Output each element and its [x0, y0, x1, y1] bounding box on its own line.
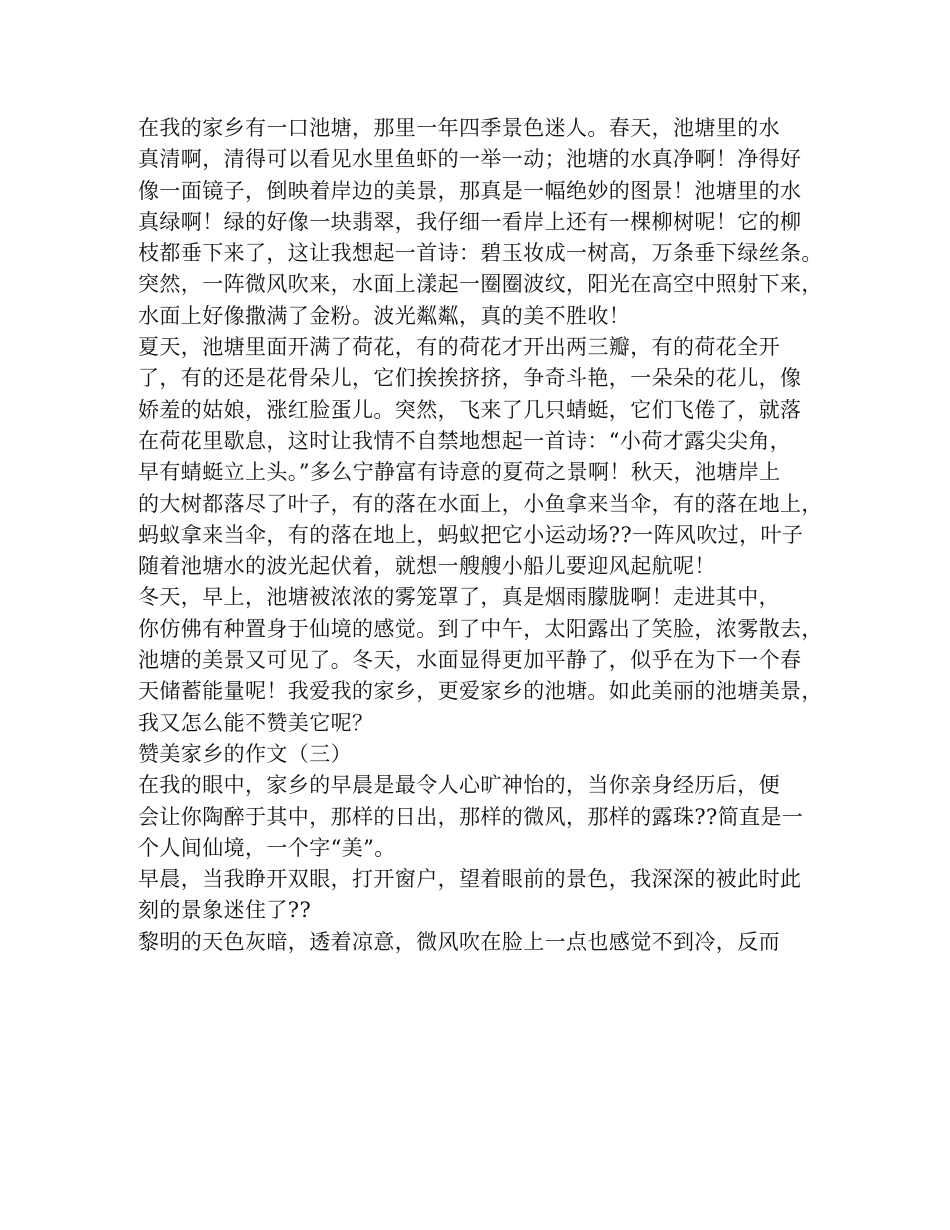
text-line: 刻的景象迷住了?? [138, 898, 312, 923]
text-line: 的大树都落尽了叶子，有的落在水面上，小鱼拿来当伞，有的落在地上， [138, 491, 823, 516]
text-line: 个人间仙境，一个字“美”。 [138, 835, 396, 860]
text-line: 了，有的还是花骨朵儿，它们挨挨挤挤，争奇斗艳，一朵朵的花儿，像 [138, 366, 802, 391]
text-line: 像一面镜子，倒映着岸边的美景，那真是一幅绝妙的图景！池塘里的水 [138, 178, 802, 203]
text-line: 蚂蚁拿来当伞，有的落在地上，蚂蚁把它小运动场??一阵风吹过，叶子 [138, 522, 804, 547]
text-line: 真清啊，清得可以看见水里鱼虾的一举一动；池塘的水真净啊！净得好 [138, 147, 802, 172]
text-line: 早有蜻蜓立上头。”多么宁静富有诗意的夏荷之景啊！秋天，池塘岸上 [138, 460, 781, 485]
text-line: 夏天，池塘里面开满了荷花，有的荷花才开出两三瓣，有的荷花全开 [138, 335, 780, 360]
text-line: 你仿佛有种置身于仙境的感觉。到了中午，太阳露出了笑脸，浓雾散去， [138, 616, 823, 641]
essay-text [138, 113, 838, 958]
text-line: 会让你陶醉于其中，那样的日出，那样的微风，那样的露珠??简直是一 [138, 804, 804, 829]
text-line: 黎明的天色灰暗，透着凉意，微风吹在脸上一点也感觉不到冷，反而 [138, 929, 780, 954]
text-line: 冬天，早上，池塘被浓浓的雾笼罩了，真是烟雨朦胧啊！走进其中， [138, 585, 780, 610]
text-line: 在我的眼中，家乡的早晨是最令人心旷神怡的，当你亲身经历后，便 [138, 773, 780, 798]
text-line: 娇羞的姑娘，涨红脸蛋儿。突然，飞来了几只蜻蜓，它们飞倦了，就落 [138, 397, 802, 422]
text-line: 早晨，当我睁开双眼，打开窗户，望着眼前的景色，我深深的被此时此 [138, 867, 802, 892]
text-line: 天储蓄能量呢！我爱我的家乡，更爱家乡的池塘。如此美丽的池塘美景， [138, 679, 823, 704]
text-line: 池塘的美景又可见了。冬天，水面显得更加平静了，似乎在为下一个春 [138, 648, 802, 673]
text-line: 在我的家乡有一口池塘，那里一年四季景色迷人。春天，池塘里的水 [138, 116, 780, 140]
text-line: 随着池塘水的波光起伏着，就想一艘艘小船儿要迎风起航呢！ [138, 554, 716, 579]
section-heading: 赞美家乡的作文（三） [138, 741, 352, 766]
text-line: 突然，一阵微风吹来，水面上漾起一圈圈波纹，阳光在高空中照射下来， [138, 272, 823, 297]
text-line: 在荷花里歇息，这时让我情不自禁地想起一首诗：“小荷才露尖尖角， [138, 428, 792, 453]
text-line: 我又怎么能不赞美它呢？ [138, 710, 374, 735]
text-line: 水面上好像撒满了金粉。波光粼粼，真的美不胜收！ [138, 303, 631, 328]
text-line: 真绿啊！绿的好像一块翡翠，我仔细一看岸上还有一棵柳树呢！它的柳 [138, 209, 802, 234]
text-line: 枝都垂下来了，这让我想起一首诗：碧玉妆成一树高，万条垂下绿丝条。 [138, 241, 823, 266]
